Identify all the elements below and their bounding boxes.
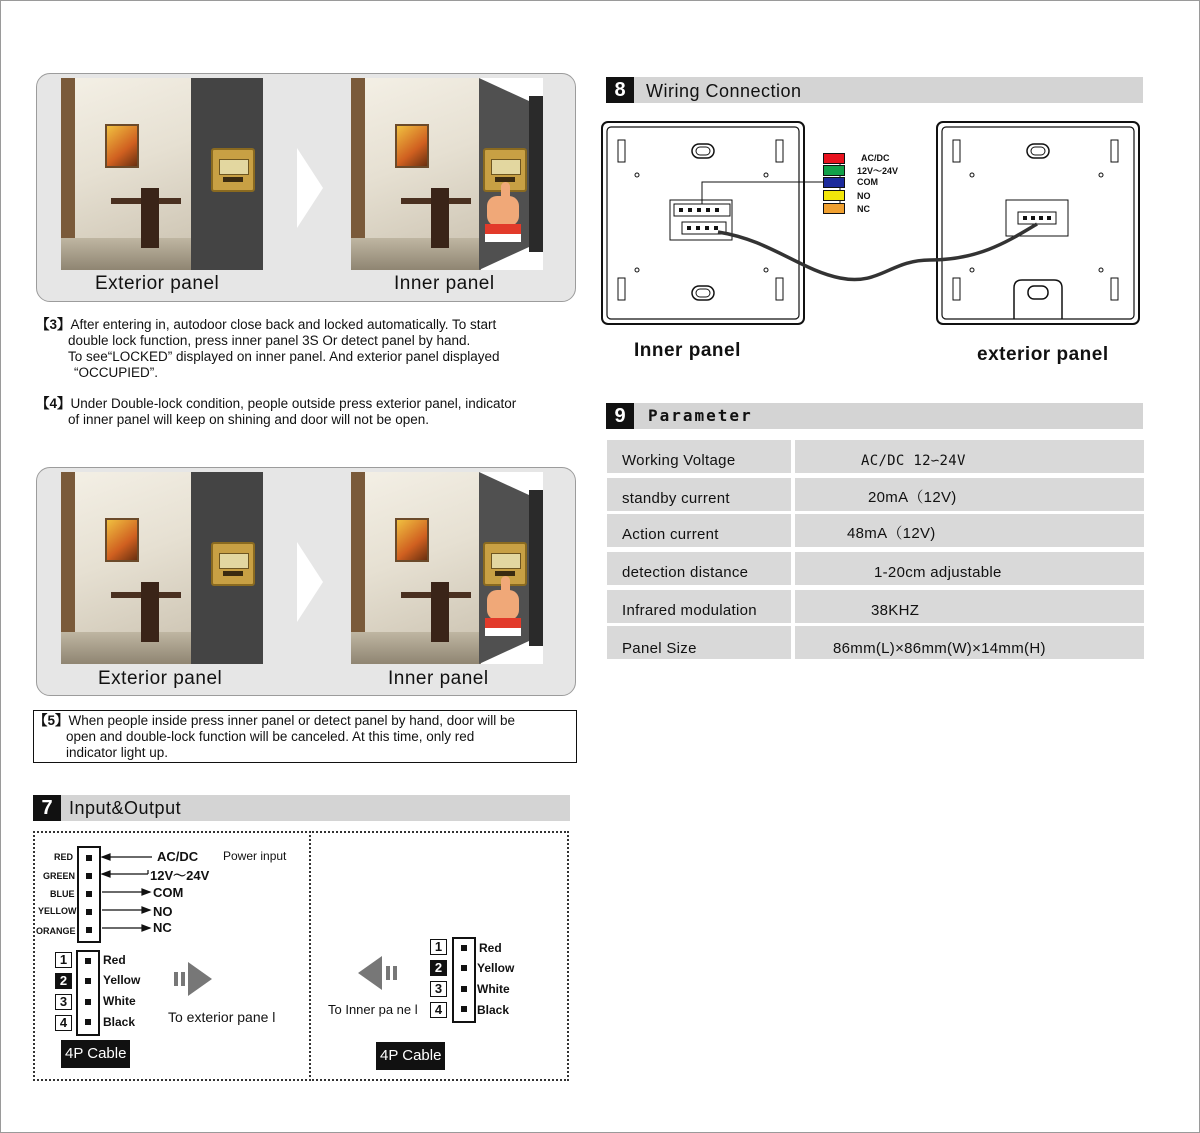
wire-label-yellow: YELLOW: [38, 906, 77, 916]
cable-color-black-right: Black: [477, 1003, 510, 1017]
section-8-title: Wiring Connection: [646, 81, 802, 101]
inner-caption-2: Inner panel: [388, 668, 489, 689]
step-4-text: 【4】Under Double-lock condition, people outside press exterior panel, indicator of inner panel will keep on shining and door will not be open.: [36, 396, 517, 427]
exterior-panel-label: exterior panel: [977, 344, 1109, 365]
cable-connector-right: [452, 937, 476, 1023]
section-9-number: 9: [606, 403, 634, 429]
param-row-size: Panel Size 86mm(L)×86mm(W)×14mm(H): [607, 626, 1144, 659]
wire-swatch-acdc: [823, 153, 845, 164]
pin-1-right: 1: [430, 939, 447, 955]
step-5-text: 【5】When people inside press inner panel or detect panel by hand, door will be open and double-lock function will be canceled. At this time, only red indicator light up.: [33, 710, 577, 763]
cable-color-yellow-left: Yellow: [103, 973, 141, 987]
param-row-detection: detection distance 1-20cm adjustable: [607, 552, 1144, 585]
param-row-infrared: Infrared modulation 38KHZ: [607, 590, 1144, 623]
to-inner-label: To Inner pa ne l: [328, 1002, 418, 1017]
com-label: COM: [153, 885, 184, 900]
pin-4-right: 4: [430, 1002, 447, 1018]
wire-label-com: COM: [857, 177, 878, 187]
hand-icon: [485, 182, 521, 242]
exterior-switch-icon-2: [211, 542, 255, 586]
step-3-number: 【3】: [36, 317, 71, 332]
cable-connector-left: [76, 950, 100, 1036]
exterior-switch-icon: [211, 148, 255, 192]
section-9-title: Parameter: [648, 406, 753, 425]
cable-tag-left: 4P Cable: [61, 1040, 130, 1068]
arrow-right-thick-icon: [172, 962, 214, 996]
wire-label-red: RED: [54, 852, 74, 862]
acdc-label: AC/DC: [157, 849, 199, 864]
pin-3-right: 3: [430, 981, 447, 997]
pin-2-right: 2: [430, 960, 447, 976]
param-row-standby: standby current 20mA（12V): [607, 478, 1144, 511]
wire-label-nc: NC: [857, 204, 870, 214]
cable-color-red-left: Red: [103, 953, 126, 967]
wire-label-acdc: AC/DC: [861, 153, 890, 163]
to-exterior-label: To exterior pane l: [168, 1009, 276, 1025]
no-label: NO: [153, 904, 173, 919]
section-9-header: [606, 403, 1143, 429]
voltage-label: 12V～24V: [150, 868, 210, 883]
wiring-diagram: [600, 120, 1145, 330]
wire-label-no: NO: [857, 191, 871, 201]
wire-swatch-voltage: [823, 165, 845, 176]
section-8-header: [606, 77, 1143, 103]
wire-swatch-no: [823, 190, 845, 201]
param-row-action: Action current 48mA（12V): [607, 514, 1144, 547]
param-row-voltage: Working Voltage AC/DC 12∽24V: [607, 440, 1144, 473]
wire-swatch-com: [823, 177, 845, 188]
wire-label-blue: BLUE: [50, 889, 75, 899]
section-7-title: Input&Output: [69, 798, 182, 818]
arrow-left-thick-icon: [358, 956, 400, 990]
hand-icon-2: [485, 576, 521, 636]
pin-1-left: 1: [55, 952, 72, 968]
step-3-text: 【3】After entering in, autodoor close back and locked automatically. To start double lock function, press inner panel 3S Or detect panel by hand. To see“LOCKED” displayed on inner panel. And exterior panel displayed “OCCUPIED”.: [36, 317, 500, 380]
inner-photo-2: [351, 472, 543, 664]
cable-color-red-right: Red: [479, 941, 502, 955]
step-5-number: 【5】: [34, 713, 69, 728]
exterior-photo-2: [61, 472, 263, 664]
power-input-label: Power input: [223, 849, 287, 863]
cable-color-white-right: White: [477, 982, 510, 996]
pin-4-left: 4: [55, 1015, 72, 1031]
nc-label: NC: [153, 920, 172, 935]
inner-caption: Inner panel: [394, 273, 495, 294]
arrow-right-icon: [297, 148, 323, 228]
top-illustration-panel: [36, 73, 576, 302]
wire-label-voltage: 12V～24V: [857, 166, 899, 176]
wire-swatch-nc: [823, 203, 845, 214]
exterior-caption-2: Exterior panel: [98, 668, 223, 689]
arrow-right-icon-2: [297, 542, 323, 622]
step-4-number: 【4】: [36, 396, 71, 411]
pin-3-left: 3: [55, 994, 72, 1010]
io-arrows: [96, 846, 156, 938]
exterior-photo: [61, 78, 263, 270]
exterior-caption: Exterior panel: [95, 273, 220, 294]
wire-label-orange: ORANGE: [36, 926, 76, 936]
cable-color-black-left: Black: [103, 1015, 136, 1029]
inner-panel-label: Inner panel: [634, 340, 741, 361]
cable-color-yellow-right: Yellow: [477, 961, 515, 975]
wire-label-green: GREEN: [43, 871, 76, 881]
cable-tag-right: 4P Cable: [376, 1042, 445, 1070]
section-7-header: [33, 795, 570, 821]
bottom-illustration-panel: [36, 467, 576, 696]
inner-photo: [351, 78, 543, 270]
room-scene: [61, 78, 191, 270]
pin-2-left: 2: [55, 973, 72, 989]
section-7-number: 7: [33, 795, 61, 821]
section-8-number: 8: [606, 77, 634, 103]
cable-color-white-left: White: [103, 994, 136, 1008]
